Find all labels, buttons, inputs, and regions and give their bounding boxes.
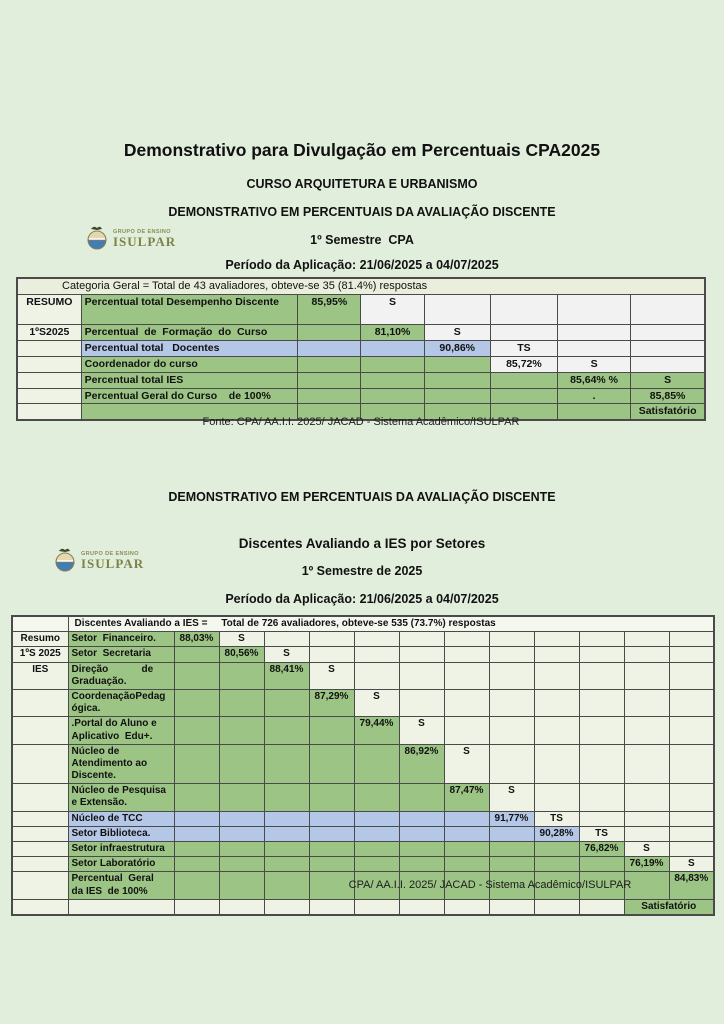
- data-cell: Percentual total Docentes: [81, 341, 298, 357]
- empty-cell: [624, 662, 669, 689]
- table-row: [17, 295, 705, 325]
- empty-cell: [354, 784, 399, 811]
- empty-cell: [298, 341, 361, 357]
- data-cell: S: [219, 632, 264, 647]
- data-cell: .: [558, 388, 631, 404]
- data-cell: Coordenador do curso: [81, 357, 298, 373]
- empty-cell: [534, 647, 579, 662]
- empty-cell: [490, 372, 557, 388]
- table-title-cell: Discentes Avaliando a IES = Total de 726 avaliadores, obteve-se 535 (73.7%) respostas: [68, 616, 714, 632]
- data-cell: Percentual de Formação do Curso: [81, 325, 298, 341]
- empty-cell: [354, 857, 399, 872]
- empty-cell: [264, 744, 309, 784]
- data-cell: Núcleo de Pesquisa e Extensão.: [68, 784, 174, 811]
- empty-cell: [579, 784, 624, 811]
- empty-cell: [219, 857, 264, 872]
- table-row: [12, 717, 714, 744]
- empty-cell: [309, 717, 354, 744]
- empty-cell: [174, 784, 219, 811]
- empty-cell: [12, 784, 68, 811]
- empty-cell: [12, 744, 68, 784]
- empty-cell: [174, 811, 219, 826]
- data-cell: Setor Biblioteca.: [68, 826, 174, 841]
- empty-cell: [489, 632, 534, 647]
- data-cell: 85,85%: [631, 388, 705, 404]
- table-row: [12, 899, 714, 915]
- empty-cell: [361, 372, 424, 388]
- table-row: [17, 388, 705, 404]
- table-row: [17, 325, 705, 341]
- data-cell: 88,41%: [264, 662, 309, 689]
- empty-cell: [669, 826, 714, 841]
- empty-cell: [579, 632, 624, 647]
- empty-cell: [534, 899, 579, 915]
- data-cell: 80,56%: [219, 647, 264, 662]
- empty-cell: [490, 325, 557, 341]
- data-cell: 85,95%: [298, 295, 361, 325]
- empty-cell: [399, 826, 444, 841]
- empty-cell: [354, 842, 399, 857]
- data-cell: Satisfatório: [624, 899, 714, 915]
- empty-cell: [219, 899, 264, 915]
- section1-source: Fonte: CPA/ AA.I.I. 2025/ JACAD - Sistema Acadêmico/ISULPAR: [202, 416, 520, 428]
- empty-cell: [298, 372, 361, 388]
- table-header-row: [12, 616, 714, 632]
- data-cell: 1ºS 2025: [12, 647, 68, 662]
- table-row: [12, 784, 714, 811]
- section2-period: Período da Aplicação: 21/06/2025 a 04/07/2025: [225, 592, 499, 606]
- empty-cell: [309, 857, 354, 872]
- empty-cell: [17, 341, 81, 357]
- empty-cell: [174, 872, 219, 899]
- empty-cell: [534, 717, 579, 744]
- empty-cell: [264, 857, 309, 872]
- data-cell: S: [264, 647, 309, 662]
- empty-cell: [309, 899, 354, 915]
- empty-cell: [264, 811, 309, 826]
- empty-cell: [534, 689, 579, 716]
- empty-cell: [399, 784, 444, 811]
- empty-cell: [354, 662, 399, 689]
- empty-cell: [534, 784, 579, 811]
- empty-cell: [444, 689, 489, 716]
- empty-cell: [444, 842, 489, 857]
- empty-cell: [12, 899, 68, 915]
- logo-line1: GRUPO DE ENSINO: [113, 228, 171, 235]
- data-cell: TS: [490, 341, 557, 357]
- empty-cell: [17, 372, 81, 388]
- data-cell: 88,03%: [174, 632, 219, 647]
- data-cell: RESUMO: [17, 295, 81, 325]
- data-cell: 79,44%: [354, 717, 399, 744]
- empty-cell: [264, 826, 309, 841]
- data-cell: S: [444, 744, 489, 784]
- empty-cell: [669, 784, 714, 811]
- empty-cell: [399, 632, 444, 647]
- empty-cell: [631, 341, 705, 357]
- empty-cell: [558, 325, 631, 341]
- empty-cell: [219, 842, 264, 857]
- table-row: [12, 632, 714, 647]
- data-cell: 90,28%: [534, 826, 579, 841]
- empty-cell: [534, 632, 579, 647]
- data-cell: Direção de Graduação.: [68, 662, 174, 689]
- data-cell: S: [669, 857, 714, 872]
- data-cell: 91,77%: [489, 811, 534, 826]
- data-cell: Setor Financeiro.: [68, 632, 174, 647]
- data-cell: 87,29%: [309, 689, 354, 716]
- table-row: [12, 811, 714, 826]
- empty-cell: [489, 662, 534, 689]
- empty-cell: [490, 388, 557, 404]
- data-cell: Percentual total IES: [81, 372, 298, 388]
- empty-cell: [174, 647, 219, 662]
- empty-cell: [12, 842, 68, 857]
- data-cell: 1ºS2025: [17, 325, 81, 341]
- data-cell: S: [624, 842, 669, 857]
- empty-cell: [17, 388, 81, 404]
- empty-cell: [624, 717, 669, 744]
- table-row: [12, 689, 714, 716]
- empty-cell: [354, 826, 399, 841]
- empty-cell: [264, 632, 309, 647]
- empty-cell: [489, 717, 534, 744]
- table-row: [12, 647, 714, 662]
- data-cell: S: [361, 295, 424, 325]
- empty-cell: [669, 744, 714, 784]
- empty-cell: [219, 784, 264, 811]
- empty-cell: [669, 662, 714, 689]
- data-cell: S: [309, 662, 354, 689]
- data-cell: 90,86%: [424, 341, 490, 357]
- table-row: [12, 662, 714, 689]
- empty-cell: [558, 341, 631, 357]
- empty-cell: [174, 689, 219, 716]
- section2-semester: 1º Semestre de 2025: [301, 564, 423, 578]
- empty-cell: [298, 357, 361, 373]
- table-row: [17, 357, 705, 373]
- empty-cell: [219, 744, 264, 784]
- empty-cell: [534, 842, 579, 857]
- data-cell: S: [489, 784, 534, 811]
- empty-cell: [12, 826, 68, 841]
- empty-cell: [174, 662, 219, 689]
- empty-cell: [17, 357, 81, 373]
- table-title-cell: Categoria Geral = Total de 43 avaliadores, obteve-se 35 (81.4%) respostas: [17, 278, 705, 295]
- empty-cell: [624, 647, 669, 662]
- empty-cell: [309, 744, 354, 784]
- empty-cell: [399, 842, 444, 857]
- empty-cell: [489, 826, 534, 841]
- data-cell: Percentual total Desempenho Discente: [81, 295, 298, 325]
- data-cell: S: [354, 689, 399, 716]
- empty-cell: [579, 857, 624, 872]
- empty-cell: [624, 744, 669, 784]
- data-cell: 85,64% %: [558, 372, 631, 388]
- empty-cell: [264, 842, 309, 857]
- empty-cell: [624, 689, 669, 716]
- empty-cell: [399, 647, 444, 662]
- data-cell: 81,10%: [361, 325, 424, 341]
- empty-cell: [579, 744, 624, 784]
- data-cell: Setor Laboratório: [68, 857, 174, 872]
- empty-cell: [264, 899, 309, 915]
- empty-cell: [669, 647, 714, 662]
- data-cell: Resumo: [12, 632, 68, 647]
- data-cell: Setor infraestrutura: [68, 842, 174, 857]
- empty-cell: [219, 811, 264, 826]
- data-cell: S: [424, 325, 490, 341]
- empty-cell: [298, 388, 361, 404]
- empty-cell: [489, 689, 534, 716]
- data-cell: S: [558, 357, 631, 373]
- data-cell: .Portal do Aluno e Aplicativo Edu+.: [68, 717, 174, 744]
- section1-title: DEMONSTRATIVO EM PERCENTUAIS DA AVALIAÇÃO DISCENTE: [168, 205, 556, 219]
- empty-cell: [424, 388, 490, 404]
- data-cell: CoordenaçãoPedagógica.: [68, 689, 174, 716]
- empty-cell: [12, 857, 68, 872]
- empty-cell: [489, 842, 534, 857]
- data-cell: IES: [12, 662, 68, 689]
- data-cell: Satisfatório: [631, 404, 705, 420]
- data-cell: Núcleo de TCC: [68, 811, 174, 826]
- data-cell: Setor Secretaria: [68, 647, 174, 662]
- logo-line2: ISULPAR: [113, 234, 177, 250]
- section2-source: CPA/ AA.I.I. 2025/ JACAD - Sistema Acadêmico/ISULPAR: [348, 879, 632, 891]
- empty-cell: [424, 372, 490, 388]
- empty-cell: [174, 857, 219, 872]
- empty-cell: [444, 811, 489, 826]
- empty-cell: [579, 899, 624, 915]
- empty-cell: [361, 388, 424, 404]
- header-corner-cell: [12, 616, 68, 632]
- empty-cell: [309, 842, 354, 857]
- empty-cell: [669, 811, 714, 826]
- empty-cell: [354, 632, 399, 647]
- data-cell: 84,83%: [669, 872, 714, 899]
- empty-cell: [669, 689, 714, 716]
- data-cell: 76,19%: [624, 857, 669, 872]
- empty-cell: [444, 662, 489, 689]
- data-cell: Núcleo de Atendimento ao Discente.: [68, 744, 174, 784]
- empty-cell: [219, 689, 264, 716]
- data-cell: TS: [579, 826, 624, 841]
- data-cell: Percentual Geral da IES de 100%: [68, 872, 174, 899]
- table-header-row: [17, 278, 705, 295]
- empty-cell: [361, 357, 424, 373]
- empty-cell: [219, 826, 264, 841]
- empty-cell: [579, 647, 624, 662]
- empty-cell: [309, 632, 354, 647]
- empty-cell: [424, 357, 490, 373]
- data-cell: 86,92%: [399, 744, 444, 784]
- empty-cell: [579, 689, 624, 716]
- empty-cell: [354, 647, 399, 662]
- resumo-table: [16, 277, 706, 421]
- empty-cell: [444, 857, 489, 872]
- empty-cell: [309, 784, 354, 811]
- empty-cell: [624, 784, 669, 811]
- empty-cell: [264, 689, 309, 716]
- empty-cell: [12, 689, 68, 716]
- empty-cell: [219, 717, 264, 744]
- empty-cell: [489, 857, 534, 872]
- empty-cell: [174, 842, 219, 857]
- empty-cell: [309, 647, 354, 662]
- table-row: [12, 857, 714, 872]
- empty-cell: [669, 632, 714, 647]
- empty-cell: [489, 647, 534, 662]
- empty-cell: [444, 717, 489, 744]
- empty-cell: [399, 857, 444, 872]
- empty-cell: [264, 784, 309, 811]
- empty-cell: [354, 811, 399, 826]
- data-cell: Percentual Geral do Curso de 100%: [81, 388, 298, 404]
- empty-cell: [361, 341, 424, 357]
- empty-cell: [579, 811, 624, 826]
- logo-line1: GRUPO DE ENSINO: [81, 550, 139, 557]
- empty-cell: [219, 872, 264, 899]
- empty-cell: [219, 662, 264, 689]
- empty-cell: [444, 826, 489, 841]
- empty-cell: [489, 899, 534, 915]
- data-cell: S: [631, 372, 705, 388]
- empty-cell: [490, 295, 557, 325]
- table-row: [12, 744, 714, 784]
- section2-title: DEMONSTRATIVO EM PERCENTUAIS DA AVALIAÇÃO DISCENTE: [168, 490, 556, 504]
- logo-line2: ISULPAR: [81, 556, 145, 572]
- empty-cell: [68, 899, 174, 915]
- empty-cell: [12, 872, 68, 899]
- ies-setores-table: [11, 615, 715, 916]
- empty-cell: [174, 899, 219, 915]
- empty-cell: [631, 357, 705, 373]
- empty-cell: [631, 295, 705, 325]
- empty-cell: [534, 662, 579, 689]
- table-row: [17, 372, 705, 388]
- empty-cell: [309, 811, 354, 826]
- empty-cell: [669, 842, 714, 857]
- empty-cell: [354, 744, 399, 784]
- empty-cell: [399, 811, 444, 826]
- section1-semester: 1º Semestre CPA: [310, 233, 414, 247]
- empty-cell: [624, 811, 669, 826]
- course-title: CURSO ARQUITETURA E URBANISMO: [246, 177, 478, 191]
- table-row: [12, 826, 714, 841]
- empty-cell: [399, 662, 444, 689]
- empty-cell: [174, 744, 219, 784]
- empty-cell: [309, 826, 354, 841]
- empty-cell: [631, 325, 705, 341]
- empty-cell: [534, 857, 579, 872]
- section1-period: Período da Aplicação: 21/06/2025 a 04/07/2025: [225, 258, 499, 272]
- main-title: Demonstrativo para Divulgação em Percentuais CPA2025: [123, 140, 601, 160]
- empty-cell: [624, 826, 669, 841]
- empty-cell: [579, 717, 624, 744]
- empty-cell: [264, 717, 309, 744]
- data-cell: 76,82%: [579, 842, 624, 857]
- empty-cell: [12, 717, 68, 744]
- data-cell: TS: [534, 811, 579, 826]
- empty-cell: [399, 689, 444, 716]
- empty-cell: [624, 632, 669, 647]
- empty-cell: [174, 717, 219, 744]
- data-cell: 85,72%: [490, 357, 557, 373]
- section2-subtitle: Discentes Avaliando a IES por Setores: [238, 536, 486, 551]
- empty-cell: [669, 717, 714, 744]
- empty-cell: [354, 899, 399, 915]
- empty-cell: [558, 295, 631, 325]
- data-cell: 87,47%: [444, 784, 489, 811]
- empty-cell: [12, 811, 68, 826]
- empty-cell: [489, 744, 534, 784]
- empty-cell: [424, 295, 490, 325]
- empty-cell: [444, 632, 489, 647]
- table-row: [17, 341, 705, 357]
- empty-cell: [444, 647, 489, 662]
- empty-cell: [298, 325, 361, 341]
- empty-cell: [399, 899, 444, 915]
- empty-cell: [444, 899, 489, 915]
- data-cell: S: [399, 717, 444, 744]
- empty-cell: [579, 662, 624, 689]
- table-row: [12, 842, 714, 857]
- empty-cell: [174, 826, 219, 841]
- empty-cell: [534, 744, 579, 784]
